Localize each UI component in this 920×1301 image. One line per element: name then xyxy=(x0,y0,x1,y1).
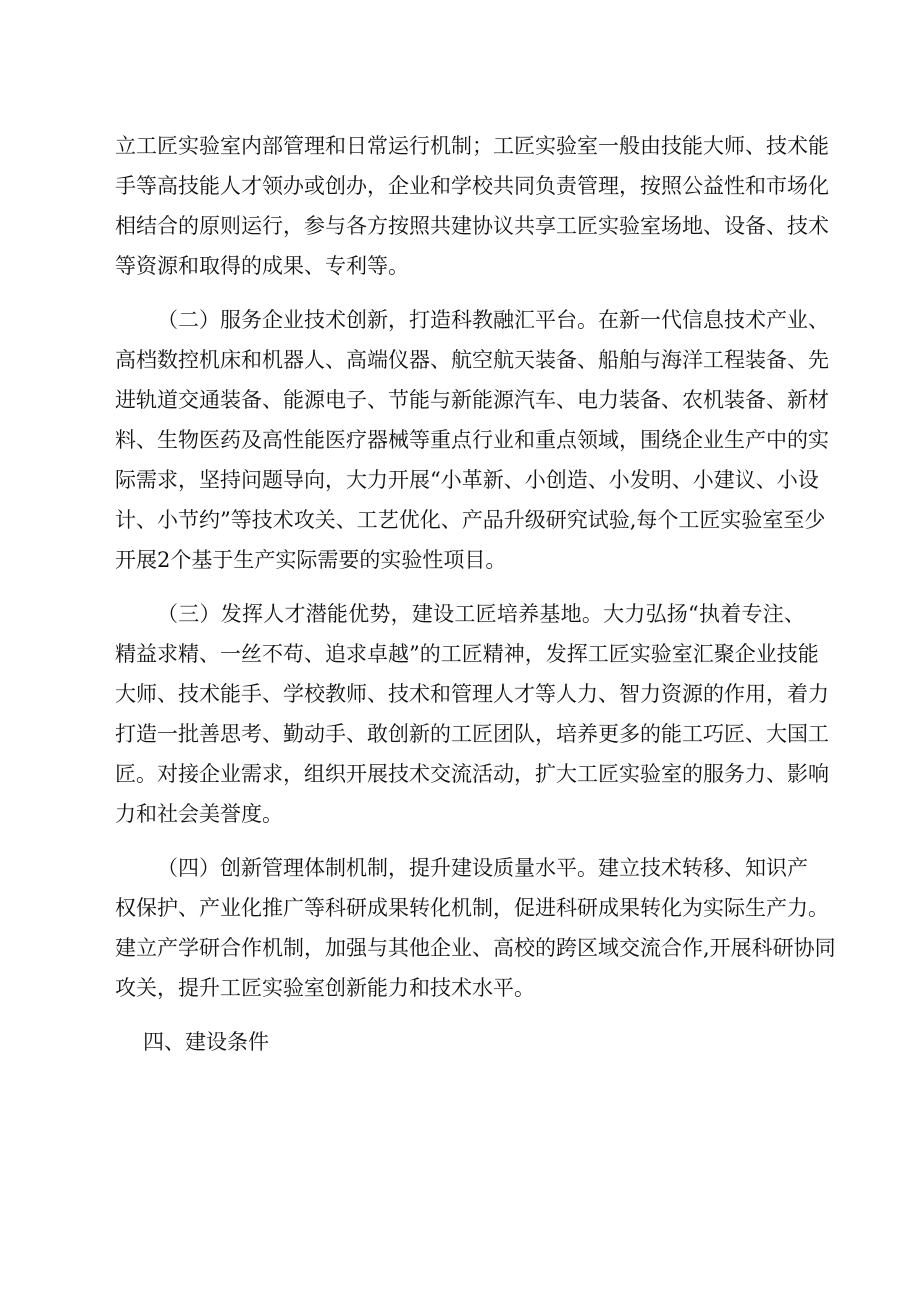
paragraph-gap xyxy=(115,286,805,300)
paragraph-line: （四）创新管理体制机制，提升建设质量水平。建立技术转移、知识产 xyxy=(157,856,808,880)
paragraph-1 xyxy=(115,126,829,286)
paragraph-line: 打造一批善思考、勤动手、敢创新的工匠团队，培养更多的能工巧匠、大国工 xyxy=(115,722,829,746)
paragraph-gap xyxy=(115,1008,805,1022)
paragraph-line: 力和社会美誉度。 xyxy=(115,802,283,826)
paragraph-line: 开展2个基于生产实际需要的实验性项目。 xyxy=(115,548,507,572)
paragraph-line: 立工匠实验室内部管理和日常运行机制；工匠实验室一般由技能大师、技术能 xyxy=(115,134,829,158)
paragraph-line: 相结合的原则运行，参与各方按照共建协议共享工匠实验室场地、设备、技术 xyxy=(115,214,829,238)
paragraph-line: 计、小节约”等技术攻关、工艺优化、产品升级研究试验,每个工匠实验室至少 xyxy=(115,508,826,532)
paragraph-line: 精益求精、一丝不苟、追求卓越”的工匠精神，发挥工匠实验室汇聚企业技能 xyxy=(115,642,819,666)
paragraph-line: 料、生物医药及高性能医疗器械等重点行业和重点领域，围绕企业生产中的实 xyxy=(115,428,829,452)
paragraph-line: 手等高技能人才领办或创办，企业和学校共同负责管理，按照公益性和市场化 xyxy=(115,174,829,198)
paragraph-line: 匠。对接企业需求，组织开展技术交流活动，扩大工匠实验室的服务力、影响 xyxy=(115,762,829,786)
paragraph-line: 高档数控机床和机器人、高端仪器、航空航天装备、船舶与海洋工程装备、先 xyxy=(115,348,829,372)
paragraph-4 xyxy=(115,848,836,1008)
paragraph-line: （二）服务企业技术创新，打造科教融汇平台。在新一代信息技术产业、 xyxy=(157,308,829,332)
paragraph-2 xyxy=(115,300,829,580)
paragraph-line: 建立产学研合作机制，加强与其他企业、高校的跨区域交流合作,开展科研协同 xyxy=(115,936,836,960)
paragraph-line: 大师、技术能手、学校教师、技术和管理人才等人力、智力资源的作用，着力 xyxy=(115,682,829,706)
paragraph-gap xyxy=(115,580,805,594)
paragraph-line: 权保护、产业化推广等科研成果转化机制，促进科研成果转化为实际生产力。 xyxy=(115,896,829,920)
document-body xyxy=(115,126,836,1062)
paragraph-line: 等资源和取得的成果、专利等。 xyxy=(115,254,409,278)
paragraph-line: （三）发挥人才潜能优势，建设工匠培养基地。大力弘扬“执着专注、 xyxy=(157,602,805,626)
paragraph-3 xyxy=(115,594,829,834)
section-heading: 四、建设条件 xyxy=(143,1030,269,1054)
paragraph-gap xyxy=(115,834,805,848)
paragraph-line: 攻关，提升工匠实验室创新能力和技术水平。 xyxy=(115,976,535,1000)
paragraph-line: 进轨道交通装备、能源电子、节能与新能源汽车、电力装备、农机装备、新材 xyxy=(115,388,829,412)
paragraph-line: 际需求，坚持问题导向，大力开展“小革新、小创造、小发明、小建议、小设 xyxy=(115,468,819,492)
